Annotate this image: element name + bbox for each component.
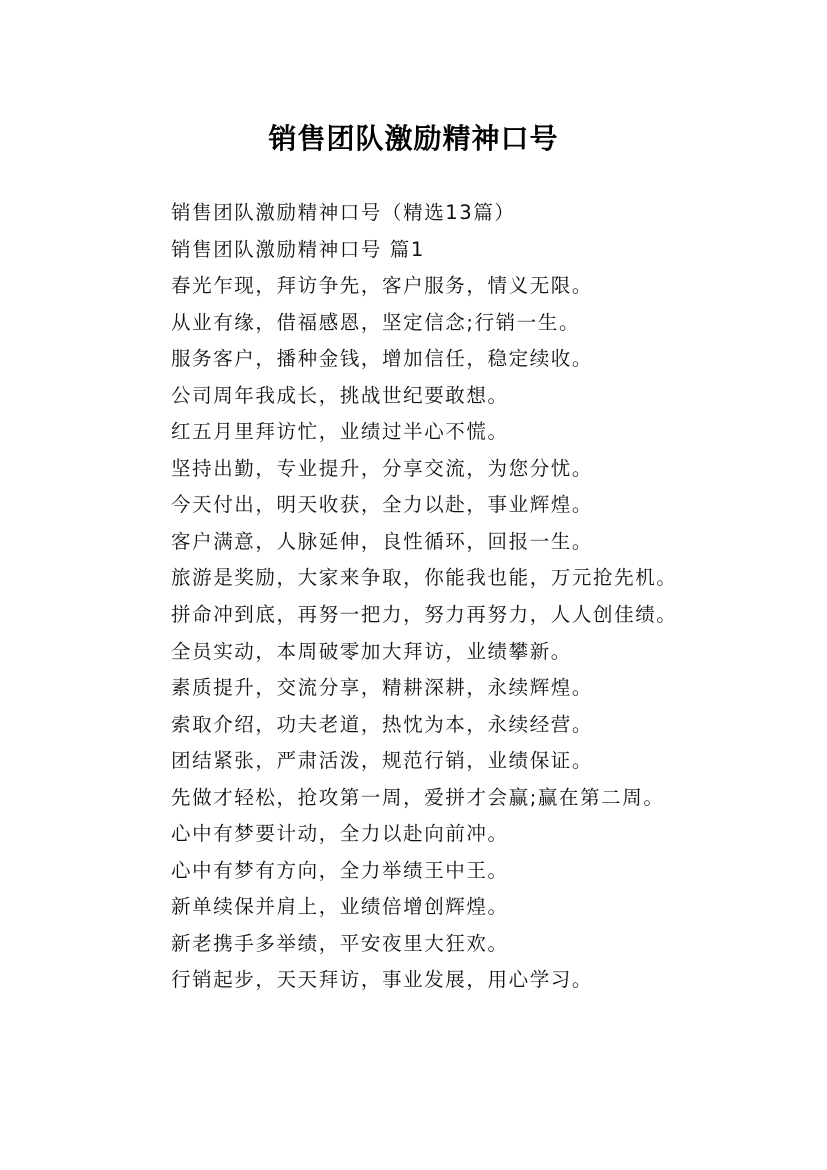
text-line: 素质提升，交流分享，精耕深耕，永续辉煌。 — [171, 676, 594, 700]
text-line: 服务客户，播种金钱，增加信任，稳定续收。 — [171, 347, 594, 371]
document-body — [171, 195, 791, 999]
text-line: 先做才轻松，抢攻第一周，爱拼才会赢;赢在第二周。 — [171, 785, 665, 809]
text-line: 旅游是奖励，大家来争取，你能我也能，万元抢先机。 — [171, 566, 678, 590]
text-line: 销售团队激励精神口号 篇1 — [171, 237, 425, 261]
text-line: 拼命冲到底，再努一把力，努力再努力，人人创佳绩。 — [171, 603, 678, 627]
text-line: 心中有梦有方向，全力举绩王中王。 — [171, 858, 509, 882]
text-line: 销售团队激励精神口号（精选13篇） — [171, 201, 516, 224]
text-line: 全员实动，本周破零加大拜访，业绩攀新。 — [171, 639, 572, 663]
text-line: 团结紧张，严肃活泼，规范行销，业绩保证。 — [171, 749, 594, 773]
text-line: 心中有梦要计动，全力以赴向前冲。 — [171, 822, 509, 846]
text-line: 客户满意，人脉延伸，良性循环，回报一生。 — [171, 529, 594, 553]
document-title: 销售团队激励精神口号 — [268, 121, 559, 155]
text-line: 索取介绍，功夫老道，热忱为本，永续经营。 — [171, 712, 594, 736]
text-line: 新老携手多举绩，平安夜里大狂欢。 — [171, 931, 509, 955]
text-line: 从业有缘，借福感恩，坚定信念;行销一生。 — [171, 310, 581, 334]
text-line: 红五月里拜访忙，业绩过半心不慌。 — [171, 420, 509, 444]
text-line: 今天付出，明天收获，全力以赴，事业辉煌。 — [171, 493, 594, 517]
text-line: 公司周年我成长，挑战世纪要敢想。 — [171, 383, 509, 407]
text-line: 春光乍现，拜访争先，客户服务，情义无限。 — [171, 274, 594, 298]
text-line: 坚持出勤，专业提升，分享交流，为您分忧。 — [171, 456, 594, 480]
text-line: 新单续保并肩上，业绩倍增创辉煌。 — [171, 895, 509, 919]
text-line: 行销起步，天天拜访，事业发展，用心学习。 — [171, 968, 594, 992]
